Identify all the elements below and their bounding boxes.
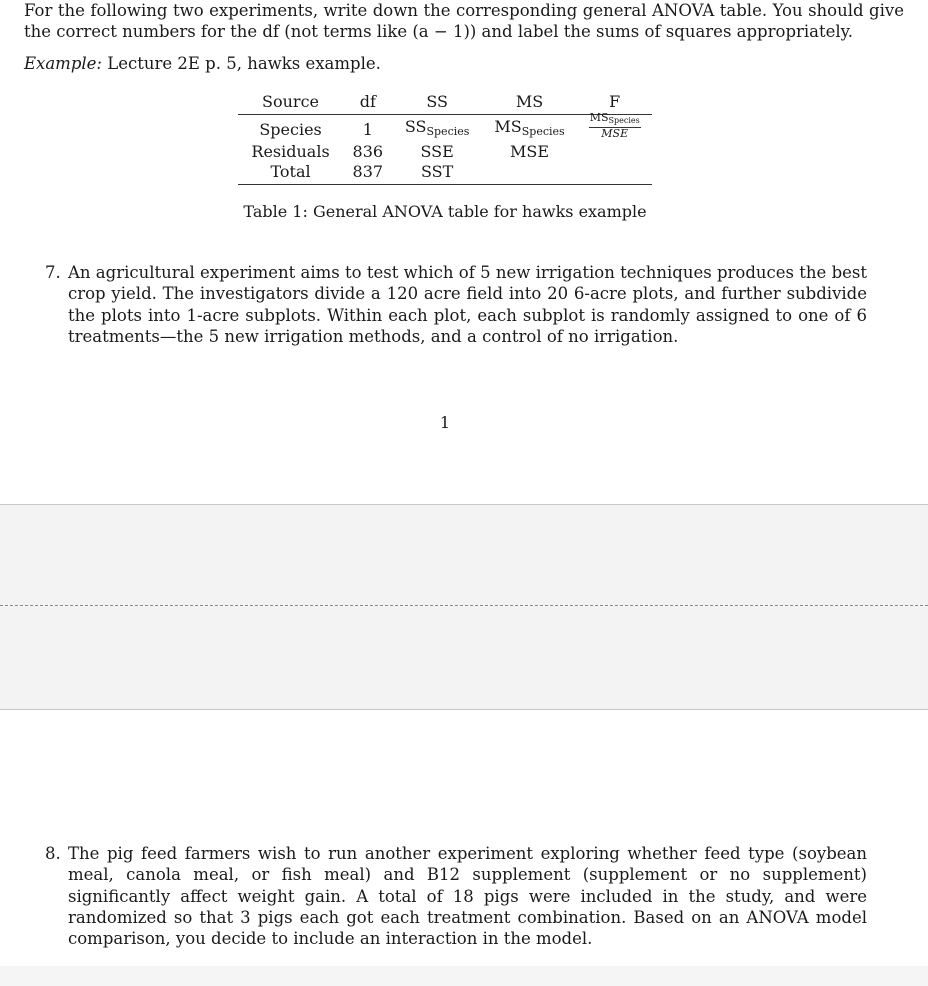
cell-df: 1: [362, 119, 373, 139]
cell-ss: [393, 115, 482, 143]
cell-ms: MSE: [510, 142, 550, 161]
f-num-main: MS: [589, 110, 609, 124]
question-number: 8.: [45, 844, 61, 863]
f-num-subscript: Species: [608, 115, 640, 125]
example-line: [24, 53, 381, 74]
cell-ss: SSE: [420, 142, 454, 161]
cell-source: Residuals: [251, 142, 330, 161]
ss-subscript: Species: [426, 125, 470, 138]
question-text: The pig feed farmers wish to run another experiment exploring whether feed type (soybean meal, canola meal, or fish meal) and B12 supplement (supplement or no supplement) significantly affect weight gain. A total of 18 pigs were included in the study, and were randomized so that 3 pigs each got each treatment combination. Based on an ANOVA model comparison, you decide to include an interaction in the model.: [68, 844, 867, 949]
cell-df: 836: [352, 142, 384, 161]
f-denominator: MSE: [601, 126, 629, 140]
header-f: F: [577, 92, 652, 115]
question-8: [45, 843, 867, 949]
f-numerator: [589, 112, 641, 128]
cell-ss: SST: [393, 162, 482, 185]
f-fraction: [589, 112, 641, 140]
cell-ms: [482, 162, 578, 185]
header-df: df: [343, 92, 393, 115]
anova-row-residuals: [238, 142, 652, 162]
cell-source: Total: [238, 162, 343, 185]
question-7: [45, 262, 867, 347]
example-text: Lecture 2E p. 5, hawks example.: [102, 54, 381, 73]
page-bottom-edge: [0, 966, 928, 986]
header-source: Source: [238, 92, 343, 115]
question-number: 7.: [45, 263, 61, 282]
ms-main: MS: [494, 117, 522, 136]
cell-source: Species: [259, 119, 322, 139]
instructions-paragraph: For the following two experiments, write down the corresponding general ANOVA table. You should give the correct numbers for the df (not terms like (a − 1)) and label the sums of squares appropriately.: [24, 1, 904, 41]
cell-f: [577, 162, 652, 185]
example-label: Example:: [24, 54, 102, 73]
anova-table: [238, 92, 652, 185]
ms-subscript: Species: [521, 125, 565, 138]
question-text: An agricultural experiment aims to test which of 5 new irrigation techniques produces the best crop yield. The investigators divide a 120 acre field into 20 6-acre plots, and further subdivide the plots into 1-acre subplots. Within each plot, each subplot is randomly assigned to one of 6 treatments—the 5 new irrigation methods, and a control of no irrigation.: [68, 263, 867, 346]
cell-df: 837: [343, 162, 393, 185]
anova-row-total: [238, 162, 652, 185]
page-gap: [0, 504, 928, 710]
cell-f: [577, 142, 652, 162]
ss-main: SS: [404, 117, 427, 136]
cell-f: [577, 110, 652, 143]
page-break-divider: [0, 605, 928, 606]
cell-ms: [482, 115, 578, 143]
header-ms: MS: [482, 92, 578, 115]
header-ss: SS: [393, 92, 482, 115]
anova-row-species: [238, 115, 652, 143]
table-caption: Table 1: General ANOVA table for hawks example: [243, 202, 647, 221]
page-number: 1: [439, 413, 451, 432]
